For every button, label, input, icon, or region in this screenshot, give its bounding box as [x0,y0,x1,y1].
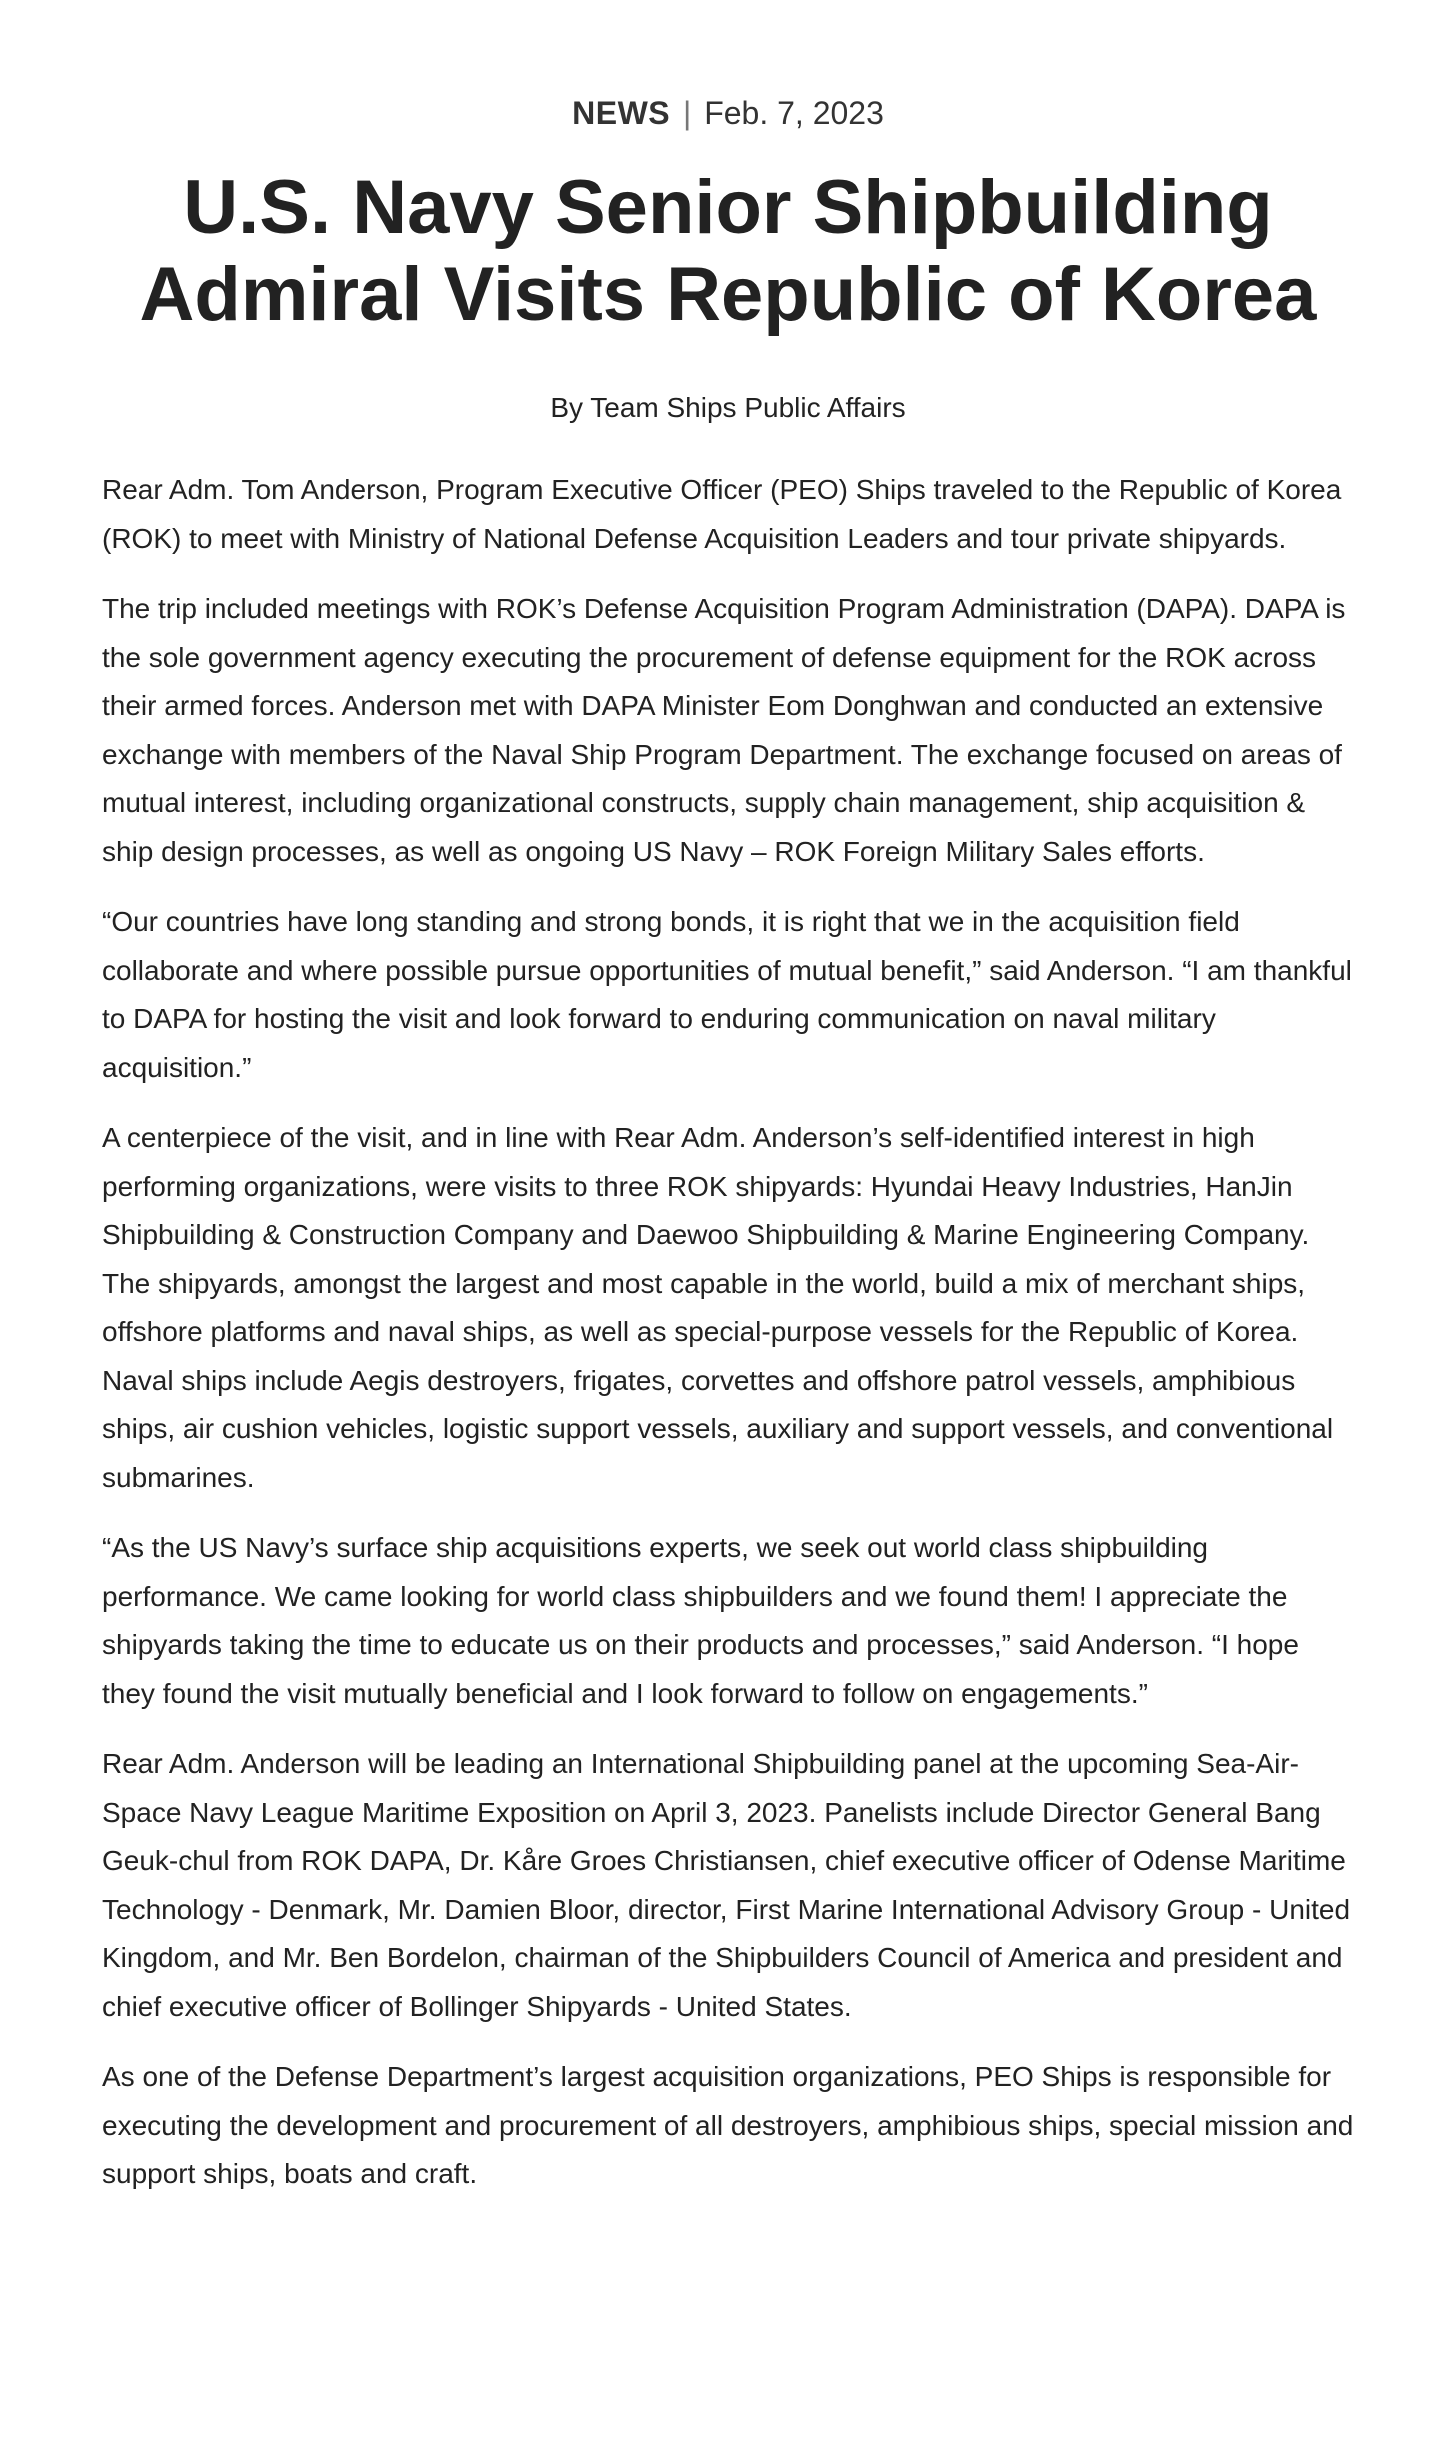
paragraph: As one of the Defense Department’s largest acquisition organizations, PEO Ships is responsible for executing the development and procurement of all destroyers, amphibious ships, special mission and support ships, boats and craft. [102,2061,1354,2189]
publish-date: Feb. 7, 2023 [704,95,884,131]
article-title [102,164,1354,338]
paragraph: “Our countries have long standing and strong bonds, it is right that we in the acquisition field collaborate and where possible pursue opportunities of mutual benefit,” said Anderson. “I am thankful to DAPA for hosting the visit and look forward to enduring communication on naval military acquisition.” [102,906,1352,1083]
paragraph: The trip included meetings with ROK’s Defense Acquisition Program Administration (DAPA). DAPA is the sole government agency executing the procurement of defense equipment for the ROK across their armed forces. Anderson met with DAPA Minister Eom Donghwan and conducted an extensive exchange with members of the Naval Ship Program Department. The exchange focused on areas of mutual interest, including organizational constructs, supply chain management, ship acquisition & ship design processes, as well as ongoing US Navy – ROK Foreign Military Sales efforts. [102,593,1346,867]
meta-separator: | [683,95,692,131]
paragraph: Rear Adm. Anderson will be leading an International Shipbuilding panel at the upcoming Sea-Air-Space Navy League Maritime Exposition on April 3, 2023. Panelists include Director General Bang Geuk-chul from ROK DAPA, Dr. Kåre Groes Christiansen, chief executive officer of Odense Maritime Technology - Denmark, Mr. Damien Bloor, director, First Marine International Advisory Group - United Kingdom, and Mr. Ben Bordelon, chairman of the Shipbuilders Council of America and president and chief executive officer of Bollinger Shipyards - United States. [102,1748,1351,2022]
paragraph: Rear Adm. Tom Anderson, Program Executive Officer (PEO) Ships traveled to the Republic of Korea (ROK) to meet with Ministry of National Defense Acquisition Leaders and tour private shipyards. [102,474,1342,554]
paragraph: “As the US Navy’s surface ship acquisitions experts, we seek out world class shipbuilding performance. We came looking for world class shipbuilders and we found them! I appreciate the shipyards taking the time to educate us on their products and processes,” said Anderson. “I hope they found the visit mutually beneficial and I look forward to follow on engagements.” [102,1532,1299,1709]
paragraph: A centerpiece of the visit, and in line with Rear Adm. Anderson’s self-identified interest in high performing organizations, were visits to three ROK shipyards: Hyundai Heavy Industries, HanJin Shipbuilding & Construction Company and Daewoo Shipbuilding & Marine Engineering Company. The shipyards, amongst the largest and most capable in the world, build a mix of merchant ships, offshore platforms and naval ships, as well as special-purpose vessels for the Republic of Korea. Naval ships include Aegis destroyers, frigates, corvettes and offshore patrol vessels, amphibious ships, air cushion vehicles, logistic support vessels, auxiliary and support vessels, and conventional submarines. [102,1122,1334,1493]
article-meta [102,92,1354,134]
article-title-line-2: Admiral Visits Republic of Korea [139,252,1317,337]
byline: By Team Ships Public Affairs [550,392,906,423]
news-article [102,92,1354,2221]
category-label[interactable]: NEWS [572,95,671,131]
article-title-line-1: U.S. Navy Senior Shipbuilding [183,165,1273,250]
article-body [102,466,1354,2199]
